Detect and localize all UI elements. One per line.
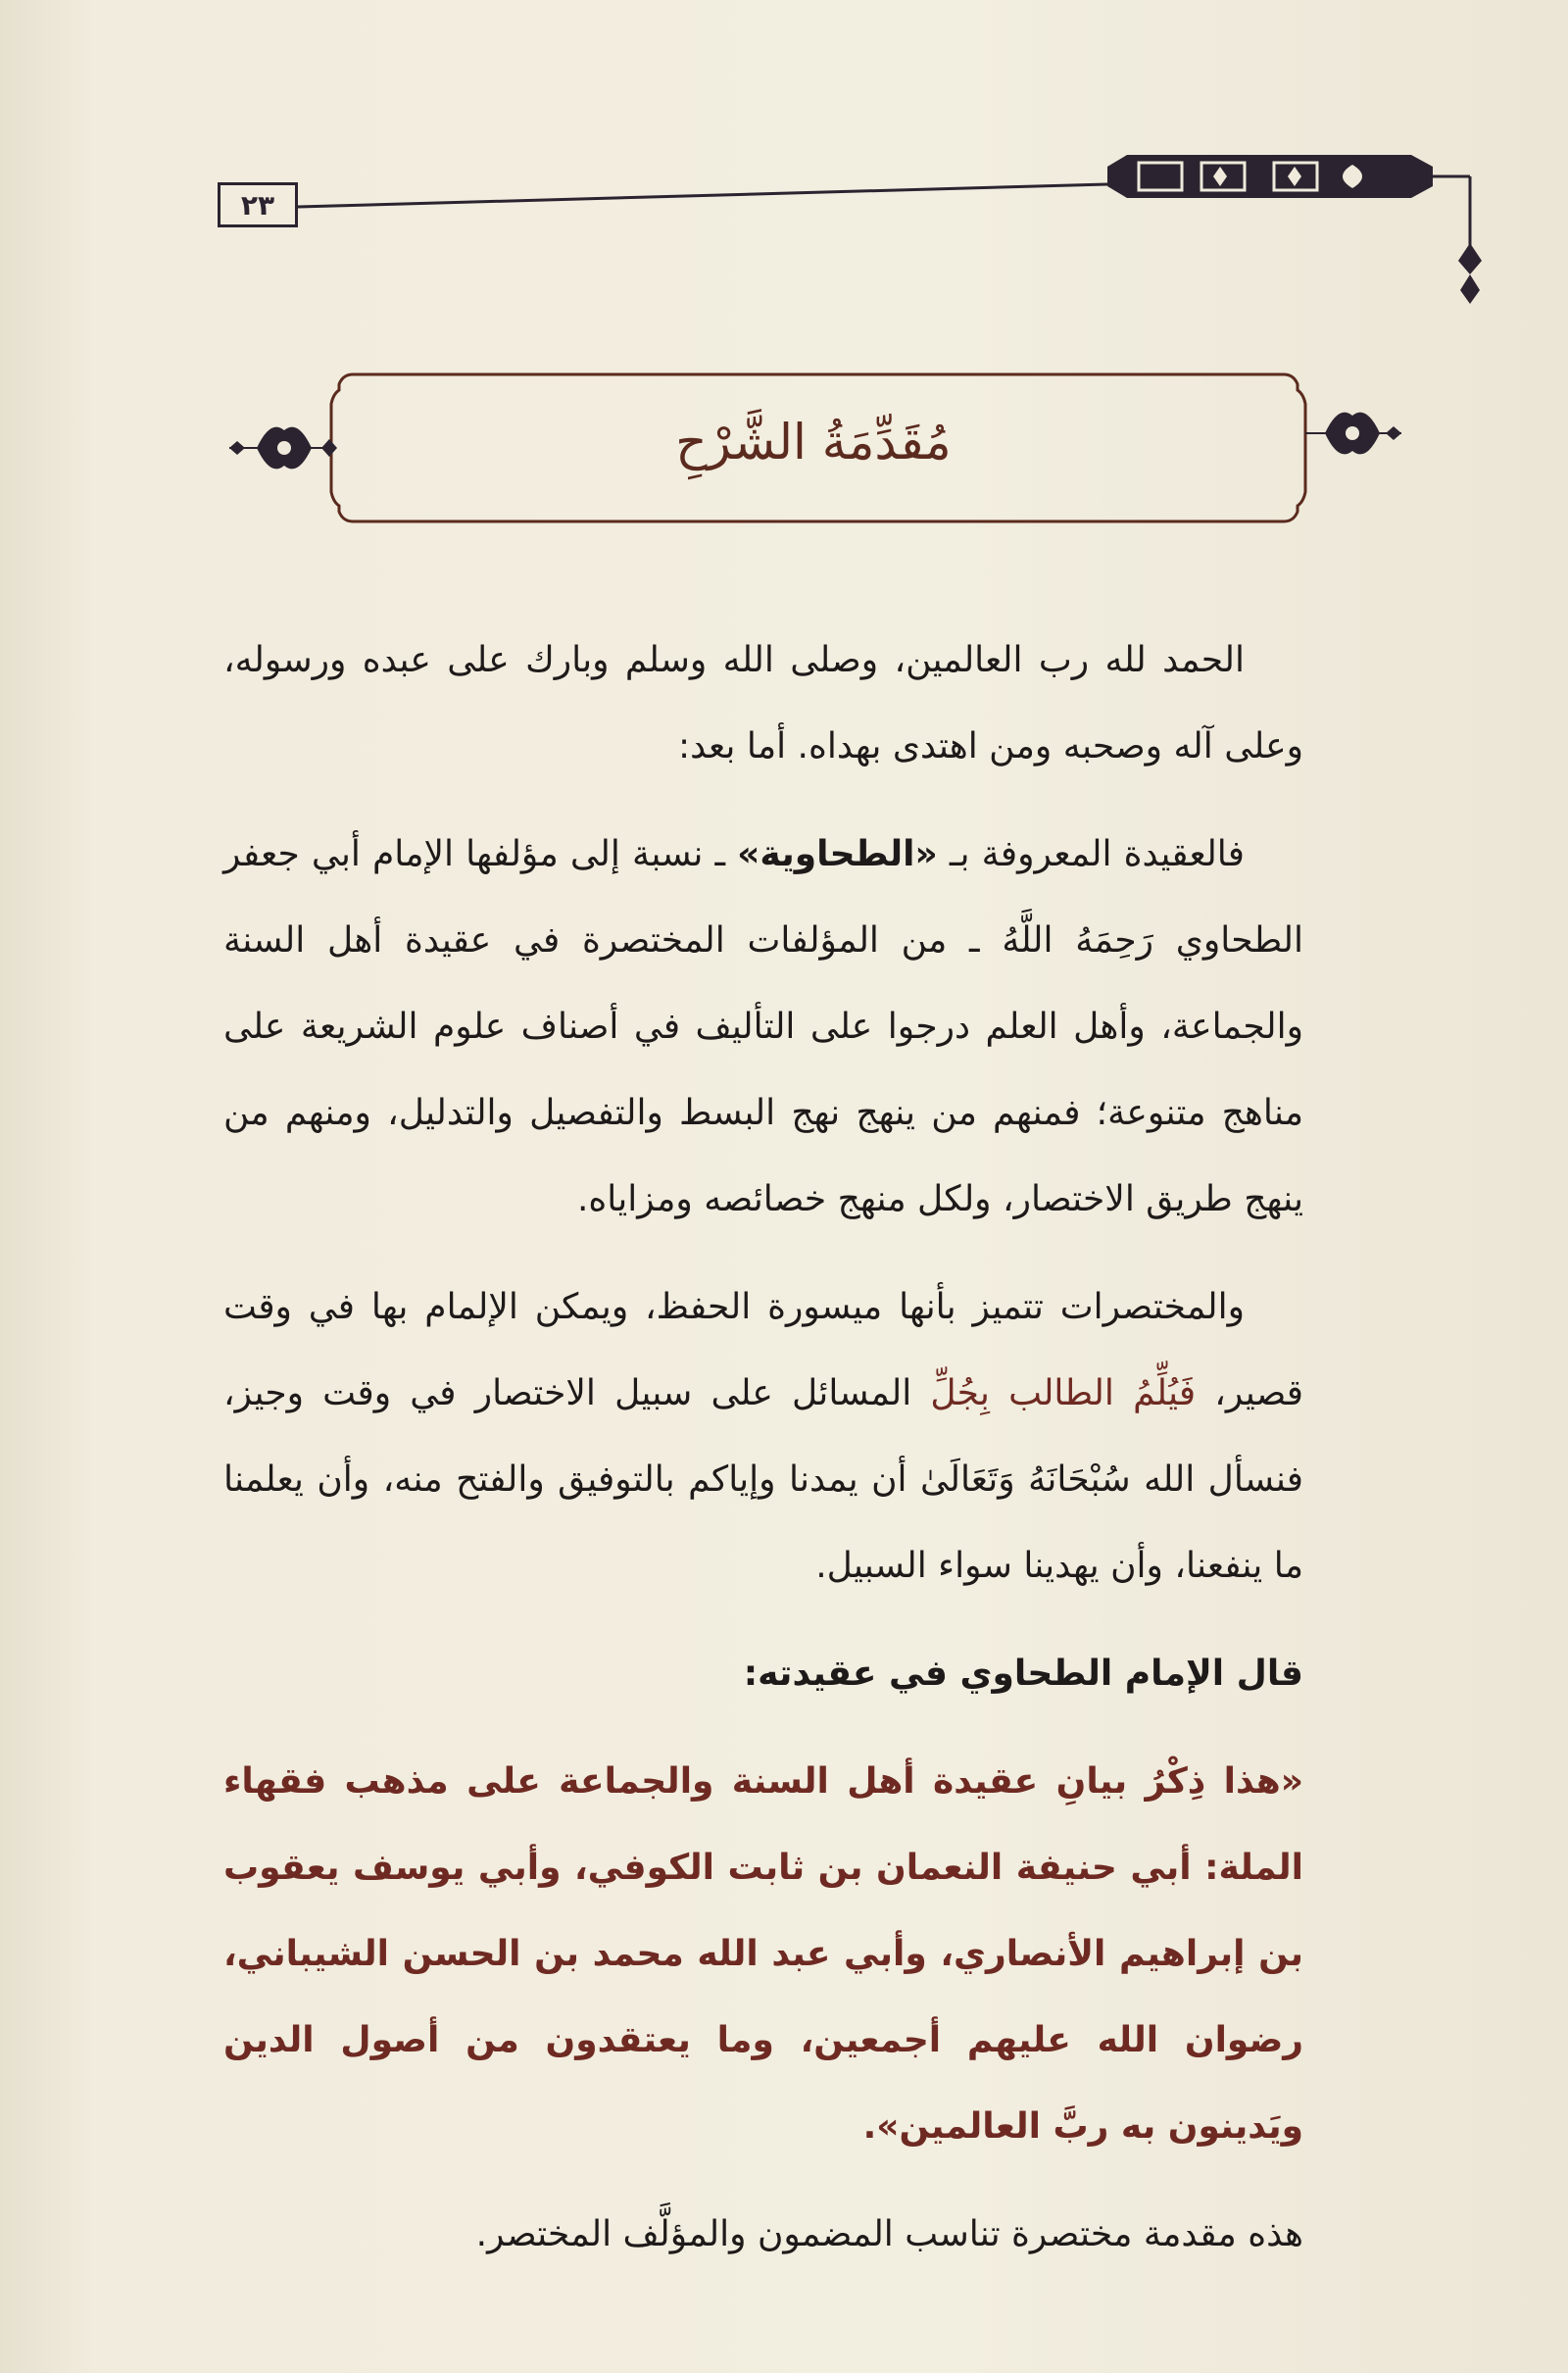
page-number: ٢٣ [218, 182, 298, 227]
quote-heading: قال الإمام الطحاوي في عقيدته: [743, 1654, 1303, 1694]
body-text [223, 618, 1303, 2299]
quoted-text: «هذا ذِكْرُ بيانِ عقيدة أهل السنة والجماعة على مذهب فقهاء الملة: أبي حنيفة النعمان بن ثابت الكوفي، وأبي يوسف يعقوب بن إبراهيم الأنصاري، وأبي عبد الله محمد بن الحسن الشيباني، رضوان الله عليهم أجمعين، وما يعتقدون من أصول الدين ويَدينون به ربَّ العالمين». [223, 1761, 1303, 2147]
paragraph-mukhtasarat-start: والمختصرات تتميز بأنها ميسورة الحفظ، ويمكن الإلمام بها في وقت قصير، [223, 1287, 1303, 1413]
section-title: مُقَدِّمَةُ الشَّرْحِ [675, 414, 952, 470]
paragraph-aqida [223, 812, 1303, 1243]
page-header [0, 137, 1568, 333]
paragraph-mukhtasarat-rest: المسائل على سبيل الاختصار في وقت وجيز، فنسأل الله سُبْحَانَهُ وَتَعَالَىٰ أن يمدنا وإياكم بالتوفيق والفتح منه، وأن يعلمنا ما ينفعنا، وأن يهدينا سواء السبيل. [223, 1373, 1303, 1586]
paragraph-opening: الحمد لله رب العالمين، وصلى الله وسلم وبارك على عبده ورسوله، وعلى آله وصحبه ومن اهتدى بهداه. أما بعد: [223, 640, 1303, 766]
paragraph-aqida-start: فالعقيدة المعروفة بـ [937, 834, 1245, 874]
closing-line: هذه مقدمة مختصرة تناسب المضمون والمؤلَّف المختصر. [475, 2214, 1303, 2254]
header-ornament [0, 137, 1568, 333]
term-tahawiyya: «الطحاوية» [737, 834, 938, 874]
emphasis-phrase: فَيُلِّمُ الطالب بِجُلِّ [930, 1373, 1197, 1413]
paragraph-aqida-rest: ـ نسبة إلى مؤلفها الإمام أبي جعفر الطحاوي رَحِمَهُ اللَّهُ ـ من المؤلفات المختصرة في عقيدة أهل السنة والجماعة، وأهل العلم درجوا على التأليف في أصناف علوم الشريعة على مناهج متنوعة؛ فمنهم من ينهج نهج البسط والتفصيل والتدليل، ومنهم من ينهج طريق الاختصار، ولكل منهج خصائصه ومزاياه. [223, 834, 1303, 1219]
section-title-frame [216, 355, 1411, 541]
paragraph-mukhtasarat [223, 1264, 1303, 1609]
